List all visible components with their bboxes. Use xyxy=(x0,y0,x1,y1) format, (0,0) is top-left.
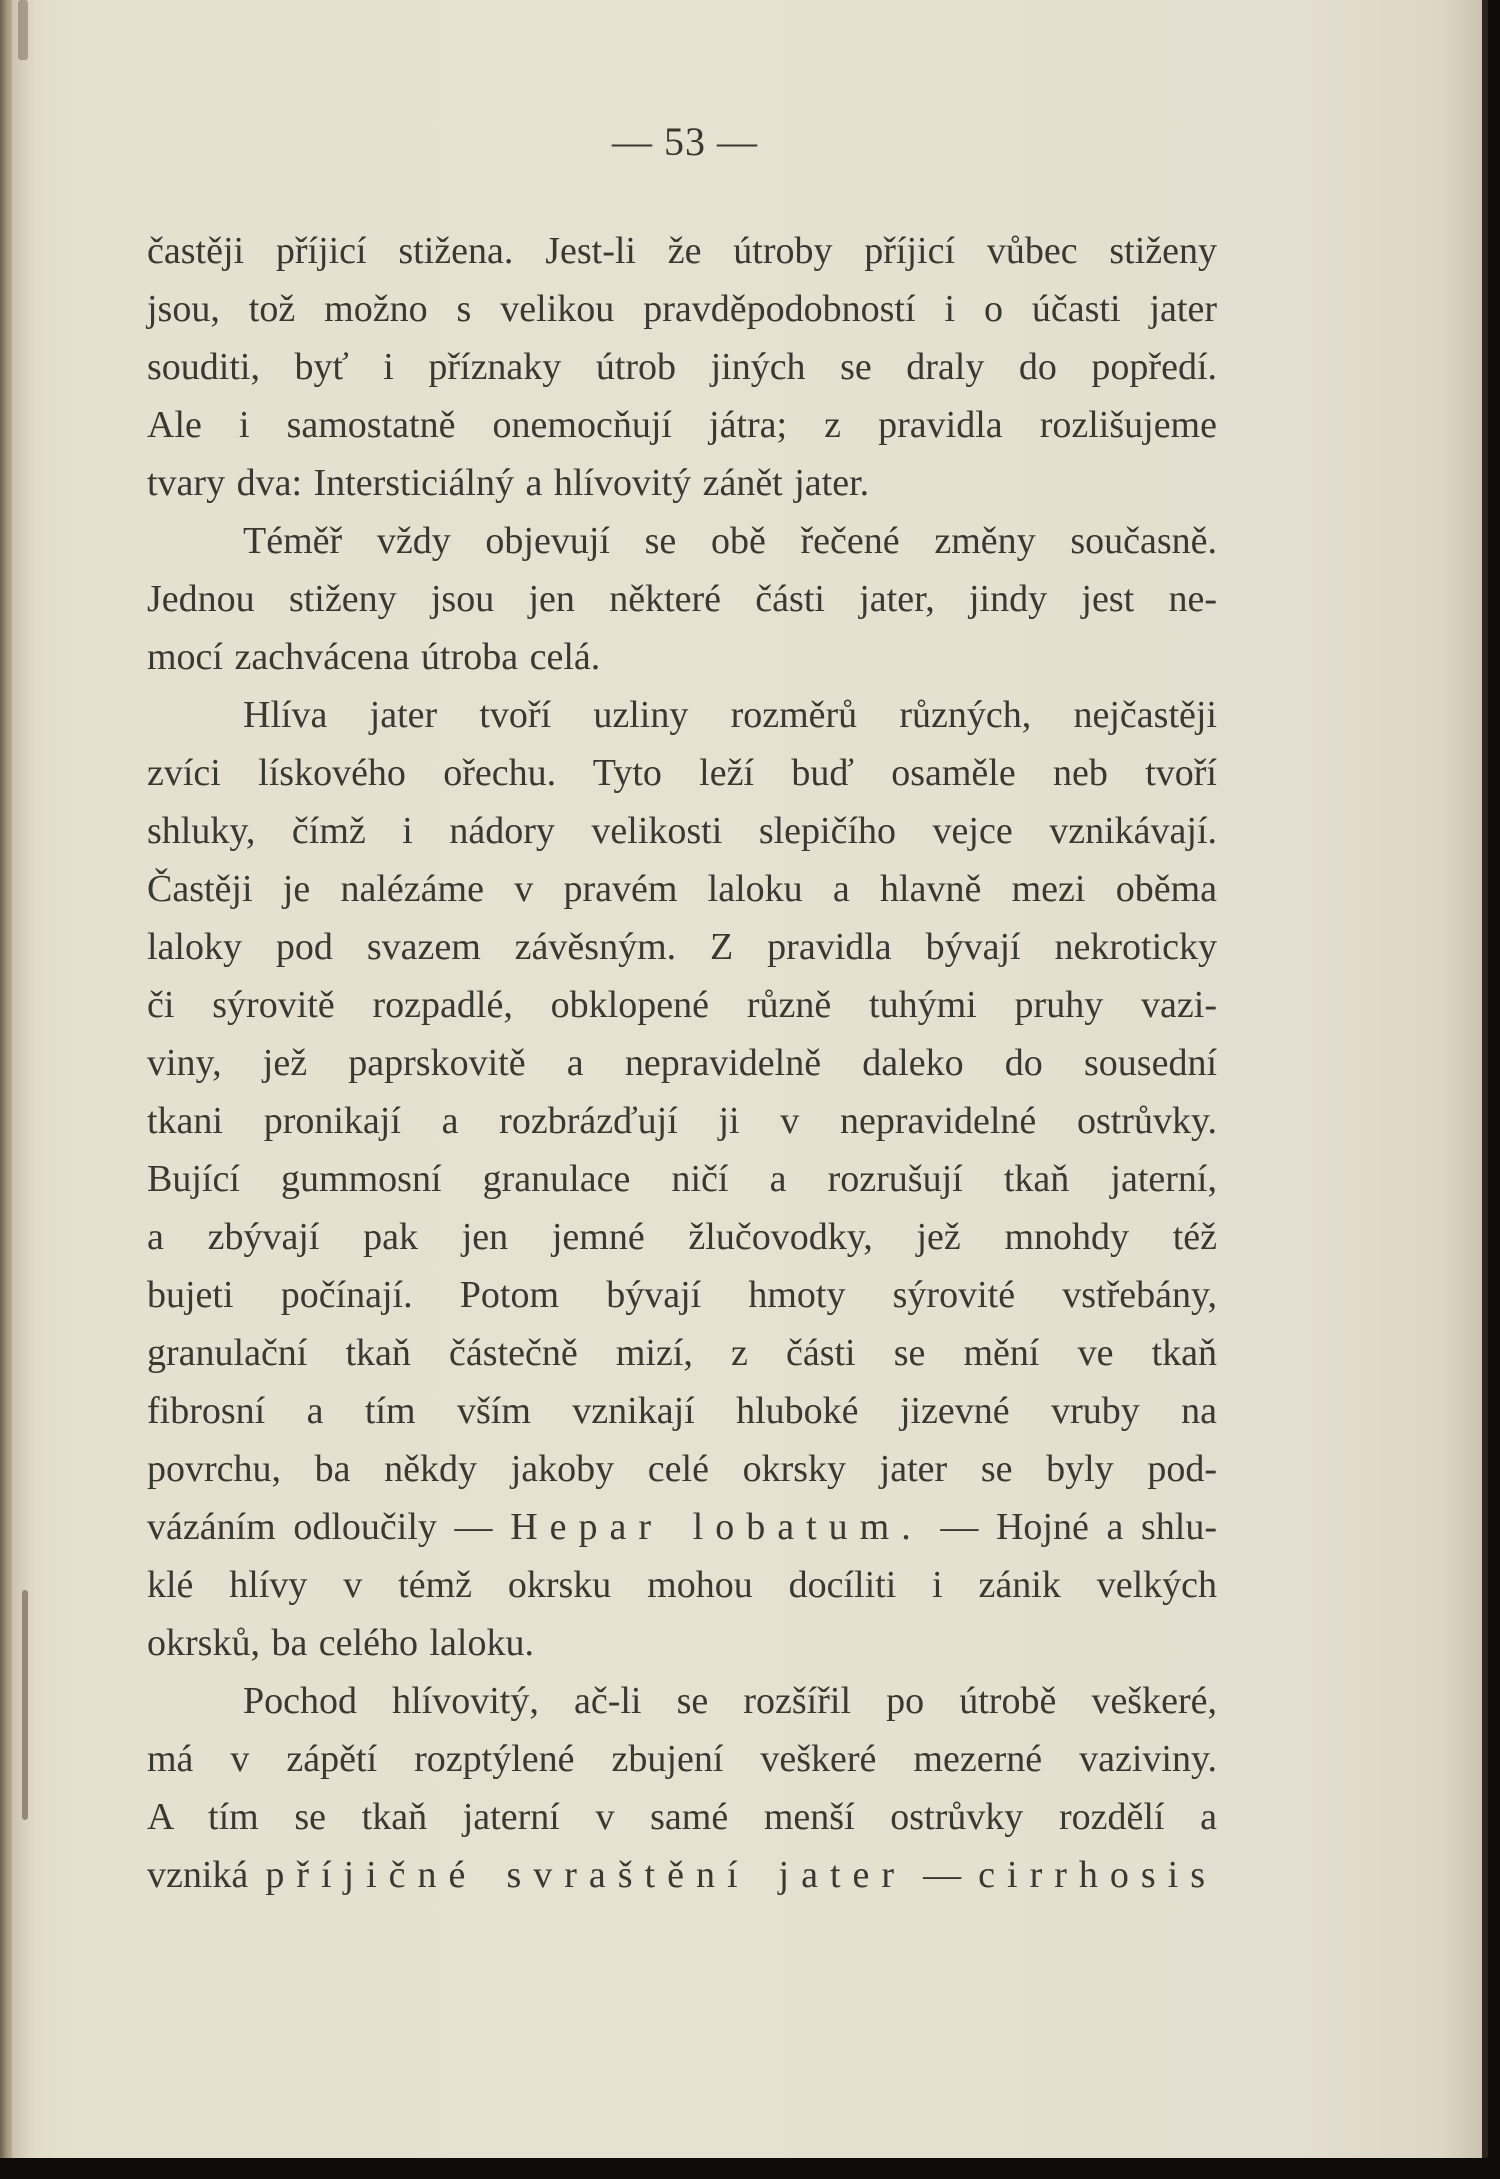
page-number: — 53 — xyxy=(612,119,758,164)
text-line: Pochod hlívovitý, ač-li se rozšířil po útrobě veškeré, xyxy=(243,1680,1217,1722)
text-line: laloky pod svazem závěsným. Z pravidla bývají nekroticky xyxy=(147,926,1217,968)
text-line: častěji příjicí stižena. Jest-li že útroby příjicí vůbec stiženy xyxy=(147,230,1217,272)
spaced-term-prijicne-svrasteni: příjičné svraštění jater xyxy=(265,1854,907,1896)
text-line: mocí zachvácena útroba celá. xyxy=(147,636,601,678)
text-line: A tím se tkaň jaterní v samé menší ostrůvky rozdělí a xyxy=(147,1796,1217,1838)
text-line: shluky, čímž i nádory velikosti slepičího vejce vznikávají. xyxy=(147,810,1217,852)
text-line: Ale i samostatně onemocňují játra; z pravidla rozlišujeme xyxy=(147,404,1217,446)
page-right-edge xyxy=(1482,0,1488,2158)
binding-corner-mark xyxy=(18,0,28,60)
text-line: okrsků, ba celého laloku. xyxy=(147,1622,534,1664)
text-line: povrchu, ba někdy jakoby celé okrsky jater se byly pod- xyxy=(147,1448,1217,1490)
term-line-after: — Hojné a shlu- xyxy=(940,1506,1217,1548)
text-line: tkani pronikají a rozbrázďují ji v nepravidelné ostrůvky. xyxy=(147,1100,1217,1142)
text-line: Jednou stiženy jsou jen některé části jater, jindy jest ne- xyxy=(147,578,1217,620)
text-line: a zbývají pak jen jemné žlučovodky, jež mnohdy též xyxy=(147,1216,1217,1258)
text-line: či sýrovitě rozpadlé, obklopené různě tuhými pruhy vazi- xyxy=(147,984,1217,1026)
spaced-term-cirrhosis: cirrhosis xyxy=(978,1854,1218,1896)
text-line: bujeti počínají. Potom bývají hmoty sýrovité vstřebány, xyxy=(147,1274,1217,1316)
text-line: zvíci lískového ořechu. Tyto leží buď osaměle neb tvoří xyxy=(147,752,1217,794)
final-line-dash: — xyxy=(923,1854,962,1896)
text-line: viny, jež paprskovitě a nepravidelně daleko do sousední xyxy=(147,1042,1217,1084)
text-line-spaced-term xyxy=(147,1498,1217,1556)
text-line: tvary dva: Intersticiálný a hlívovitý zánět jater. xyxy=(147,462,870,504)
final-line-start: vzniká xyxy=(147,1854,249,1896)
term-line-before: vázáním odloučily — xyxy=(147,1506,493,1548)
text-line: Téměř vždy objevují se obě řečené změny současně. xyxy=(243,520,1217,562)
text-line: Častěji je nalézáme v pravém laloku a hlavně mezi oběma xyxy=(147,868,1217,910)
page-binding-edge xyxy=(0,0,12,2158)
text-line: Bující gummosní granulace ničí a rozrušují tkaň jaterní, xyxy=(147,1158,1217,1200)
text-line: jsou, tož možno s velikou pravděpodobností i o účasti jater xyxy=(147,288,1217,330)
spaced-term-hepar-lobatum: Hepar lobatum. xyxy=(510,1506,923,1548)
text-line: granulační tkaň částečně mizí, z části se mění ve tkaň xyxy=(147,1332,1217,1374)
text-line: klé hlívy v témž okrsku mohou docíliti i zánik velkých xyxy=(147,1564,1217,1606)
text-line: souditi, byť i příznaky útrob jiných se draly do popředí. xyxy=(147,346,1217,388)
text-line: Hlíva jater tvoří uzliny rozměrů různých, nejčastěji xyxy=(243,694,1217,736)
body-text xyxy=(147,222,1217,1904)
text-line: fibrosní a tím vším vznikají hluboké jizevné vruby na xyxy=(147,1390,1217,1432)
text-line: má v zápětí rozptýlené zbujení veškeré mezerné vaziviny. xyxy=(147,1738,1217,1780)
binding-shadow-mark xyxy=(22,1590,28,1820)
text-line-final xyxy=(147,1846,1217,1904)
